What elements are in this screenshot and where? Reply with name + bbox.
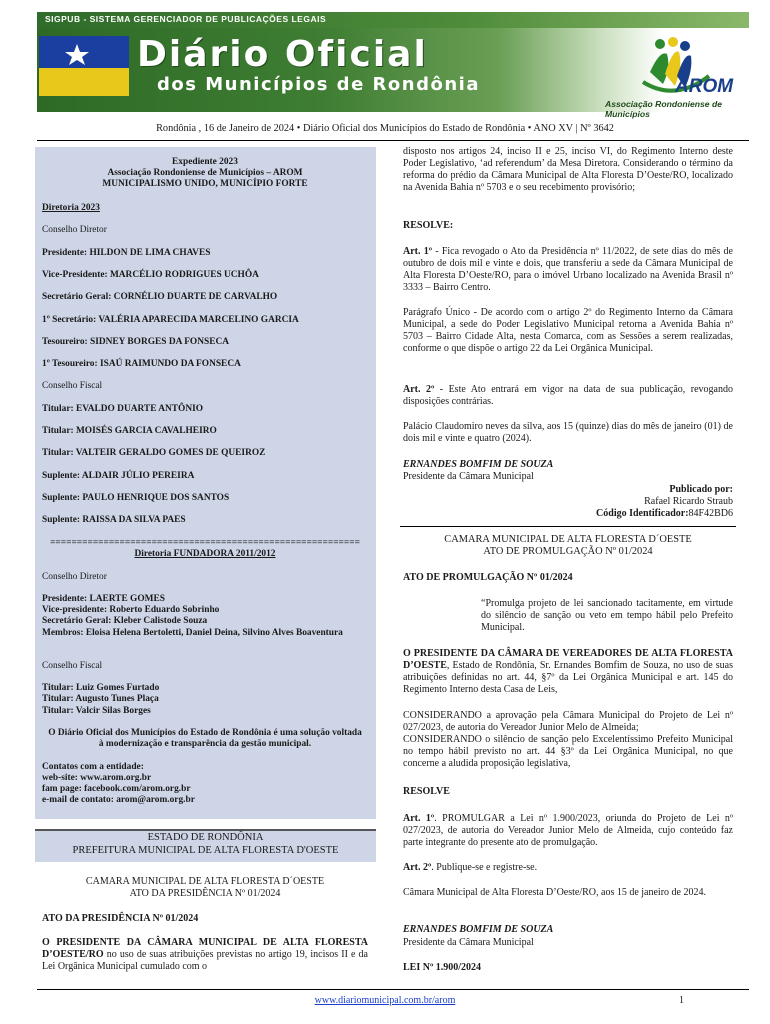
page-number: 1 (679, 995, 684, 1006)
signatory2-role: Presidente da Câmara Municipal (403, 937, 534, 948)
promul-art1-text: . PROMULGAR a Lei nº 1.900/2023, oriunda do Projeto de Lei nº 027/2023, de autoria do Vereador Junior Melo de Almeida, cujo conteúdo faz parte integrante do presente ato de promulgação. (403, 813, 734, 848)
codigo-value: 84F42BD6 (688, 508, 733, 519)
fiscal-suplente-3: Suplente: RAISSA DA SILVA PAES (42, 515, 186, 525)
codigo-identificador (403, 508, 733, 520)
resolve-1: RESOLVE: (403, 220, 454, 231)
expediente-title: Expediente 2023 (172, 157, 238, 167)
footer-rule (37, 989, 749, 990)
presidente-paragraph (403, 648, 733, 696)
arom-fullname: Associação Rondoniense de Municípios (605, 99, 723, 119)
board-presidente: Presidente: HILDON DE LIMA CHAVES (42, 248, 211, 258)
expediente-motto: MUNICIPALISMO UNIDO, MUNICÍPIO FORTE (102, 179, 308, 189)
considerando-1: CONSIDERANDO a aprovação pela Câmara Municipal do Projeto de Lei nº 027/2023, de autoria do Vereador Junior Melo de Almeida; (403, 710, 733, 733)
fiscal-titular-2: Titular: MOISÉS GARCIA CAVALHEIRO (42, 426, 217, 436)
conselho-diretor-label: Conselho Diretor (42, 225, 107, 235)
estado-title: ESTADO DE RONDÔNIA (147, 832, 264, 843)
ato-body (42, 937, 368, 973)
ato-continuation: disposto nos artigos 24, inciso II e 25, inciso VI, do Regimento Interno deste Poder Legislativo, ‘ad referendum’ da Mesa Diretora. Considerando o término da reforma do prédio da Câmara Municipal de Alta Floresta D’Oeste/RO, localizado na Avenida Bahia nº 5703 e o seu recebimento provisório; (403, 146, 733, 193)
ato-body-rest: no uso de suas atribuições previstas no artigo 19, incisos II e da Lei Orgânica Municipal cumulado com o (42, 949, 368, 972)
estado-header-box (35, 829, 376, 862)
solucao-text: O Diário Oficial dos Municípios do Estado de Rondônia é uma solução voltada à modernização e transparência da gestão municipal. (48, 728, 362, 750)
conselho-fiscal-label-2: Conselho Fiscal (42, 661, 103, 671)
prefeitura-title: PREFEITURA MUNICIPAL DE ALTA FLORESTA D'OESTE (72, 845, 339, 856)
ementa: “Promulga projeto de lei sancionado tacitamente, em virtude do silêncio de sanção ou veto em tempo hábil pelo Prefeito Municipal. (481, 598, 733, 633)
promul-art1-label: Art. 1º (403, 813, 435, 824)
art2-label: Art. 2º (403, 384, 435, 395)
camara-data: Câmara Municipal de Alta Floresta D’Oeste/RO, aos 15 de janeiro de 2024. (403, 887, 706, 898)
dateline: Rondônia , 16 de Janeiro de 2024 • Diário Oficial dos Municípios do Estado de Rondônia • ANO XV | Nº 3642 (156, 123, 614, 134)
masthead-title: Diário Oficial (137, 34, 428, 75)
footer-url-link[interactable]: www.diariomunicipal.com.br/arom (314, 995, 456, 1006)
resolve-2: RESOLVE (403, 786, 450, 797)
expediente-org: Associação Rondoniense de Municípios – AROM (107, 168, 303, 178)
system-strip (37, 12, 749, 28)
considerando-2: CONSIDERANDO o silêncio de sanção pelo Excelentíssimo Prefeito Municipal no tempo hábil previsto no art. 44 §3º da Lei Orgânica Municipal, no que concerne a aludida proposição legislativa, (403, 734, 733, 769)
paragrafo-unico: Parágrafo Único - De acordo com o artigo 2º do Regimento Interno da Câmara Municipal, a sede do Poder Legislativo Municipal retorna a Avenida Bahia nº 5703 – Bairro Cidade Alta, nesta Comarca, com as Sessões a serem realizadas, conforme o que dispõe o artigo 22 da Lei Orgânica Municipal. (403, 307, 733, 354)
founder-presidente: Presidente: LAERTE GOMES (42, 594, 165, 604)
diretoria-heading: Diretoria 2023 (42, 203, 100, 213)
signatory-role: Presidente da Câmara Municipal (403, 471, 534, 482)
conselho-diretor-label-2: Conselho Diretor (42, 572, 107, 582)
art2-text: - Este Ato entrará em vigor na data de sua publicação, revogando disposições contrárias. (403, 384, 733, 407)
signatory-name: ERNANDES BOMFIM DE SOUZA (403, 459, 554, 470)
founder-membros: Membros: Eloisa Helena Bertoletti, Daniel Deina, Silvino Alves Boaventura (42, 628, 343, 638)
promul-art2-label: Art. 2º (403, 862, 432, 873)
ato-heading: ATO DA PRESIDÊNCIA Nº 01/2024 (42, 913, 199, 924)
ato-body-bold: O PRESIDENTE DA CÂMARA MUNICIPAL DE ALTA FLORESTA D’OESTE/RO (42, 937, 368, 960)
promulgacao-heading: ATO DE PROMULGAÇÃO Nº 01/2024 (403, 572, 573, 583)
camara-title-2: ATO DA PRESIDÊNCIA Nº 01/2024 (129, 888, 281, 899)
lei-heading: LEI Nº 1.900/2024 (403, 962, 482, 973)
conselho-fiscal-label: Conselho Fiscal (42, 381, 103, 391)
founder-secretario: Secretário Geral: Kleber Calistode Souza (42, 616, 208, 626)
board-primeiro-tesoureiro: 1º Tesoureiro: ISAÚ RAIMUNDO DA FONSECA (42, 359, 241, 369)
website-link[interactable]: web-site: www.arom.org.br (42, 773, 152, 783)
system-strip-text: SIGPUB - SISTEMA GERENCIADOR DE PUBLICAÇÕES LEGAIS (45, 14, 327, 24)
masthead-banner (37, 12, 749, 119)
fiscal-titular-1: Titular: EVALDO DUARTE ANTÔNIO (42, 404, 204, 414)
section-rule (400, 526, 736, 527)
art1-text: - Fica revogado o Ato da Presidência nº 11/2022, de sete dias do mês de outubro de dois mil e vinte e dois, que transferiu a sede da Câmara Municipal de Alta Floresta D’Oeste/RO, para o imóvel Urbano localizado na Avenida Brasil nº 3333 – Bairro Centro. (403, 246, 733, 293)
board-primeiro-secretario: 1º Secretário: VALÉRIA APARECIDA MARCELINO GARCIA (42, 315, 299, 325)
art1-label: Art. 1º (403, 246, 433, 257)
codigo-label: Código Identificador: (596, 508, 689, 519)
palacio-date: Palácio Claudomiro neves da silva, aos 15 (quinze) dias do mês de janeiro (01) de dois mil e vinte e quatro (2024). (403, 421, 733, 444)
founder-titular-1: Titular: Luiz Gomes Furtado (42, 683, 160, 693)
promul-art2 (403, 862, 733, 874)
founder-titular-2: Titular: Augusto Tunes Plaça (42, 694, 159, 704)
camara2-title-2: ATO DE PROMULGAÇÃO Nº 01/2024 (483, 546, 653, 557)
publicado-por: Publicado por: (669, 484, 733, 495)
rondonia-flag-icon (39, 36, 129, 96)
promul-art2-text: . Publique-se e registre-se. (431, 862, 538, 873)
camara-title-1: CAMARA MUNICIPAL DE ALTA FLORESTA D´OESTE (85, 876, 325, 887)
fiscal-titular-3: Titular: VALTEIR GERALDO GOMES DE QUEIROZ (42, 448, 266, 458)
email-link[interactable]: e-mail de contato: arom@arom.org.br (42, 795, 195, 805)
art1-paragraph (403, 246, 733, 294)
founder-titular-3: Titular: Valcir Silas Borges (42, 706, 151, 716)
contatos-label: Contatos com a entidade: (42, 762, 144, 772)
presidente-bold: O PRESIDENTE DA CÂMARA DE VEREADORES DE ALTA FLORESTA D’OESTE (403, 648, 733, 671)
presidente-rest: , Estado de Rondônia, Sr. Ernandes Bomfim de Souza, no uso de suas atribuições definidas no art. 44, §7º da Lei Orgânica Municipal e art. 145 do Regimento Interno desta Casa de Leis, (403, 659, 733, 695)
publicado-nome: Rafael Ricardo Straub (644, 496, 733, 507)
founder-vice: Vice-presidente: Roberto Eduardo Sobrinho (42, 605, 220, 615)
board-vice: Vice-Presidente: MARCÉLIO RODRIGUES UCHÔA (42, 270, 259, 280)
diretoria-fundadora-heading: Diretoria FUNDADORA 2011/2012 (134, 549, 276, 559)
header-rule (37, 140, 749, 141)
art2-paragraph (403, 384, 733, 408)
fanpage-link[interactable]: fam page: facebook.com/arom.org.br (42, 784, 191, 794)
signatory2-name: ERNANDES BOMFIM DE SOUZA (403, 924, 554, 935)
fiscal-suplente-2: Suplente: PAULO HENRIQUE DOS SANTOS (42, 493, 230, 503)
board-secretario-geral: Secretário Geral: CORNÉLIO DUARTE DE CARVALHO (42, 292, 278, 302)
fiscal-suplente-1: Suplente: ALDAIR JÚLIO PEREIRA (42, 471, 195, 481)
promul-art1 (403, 813, 733, 849)
board-tesoureiro: Tesoureiro: SIDNEY BORGES DA FONSECA (42, 337, 230, 347)
separator-line: ========================================================== (50, 538, 360, 548)
masthead-subtitle: dos Municípios de Rondônia (157, 74, 480, 95)
camara2-title-1: CAMARA MUNICIPAL DE ALTA FLORESTA D´OESTE (444, 534, 692, 545)
arom-name: AROM (675, 76, 734, 97)
